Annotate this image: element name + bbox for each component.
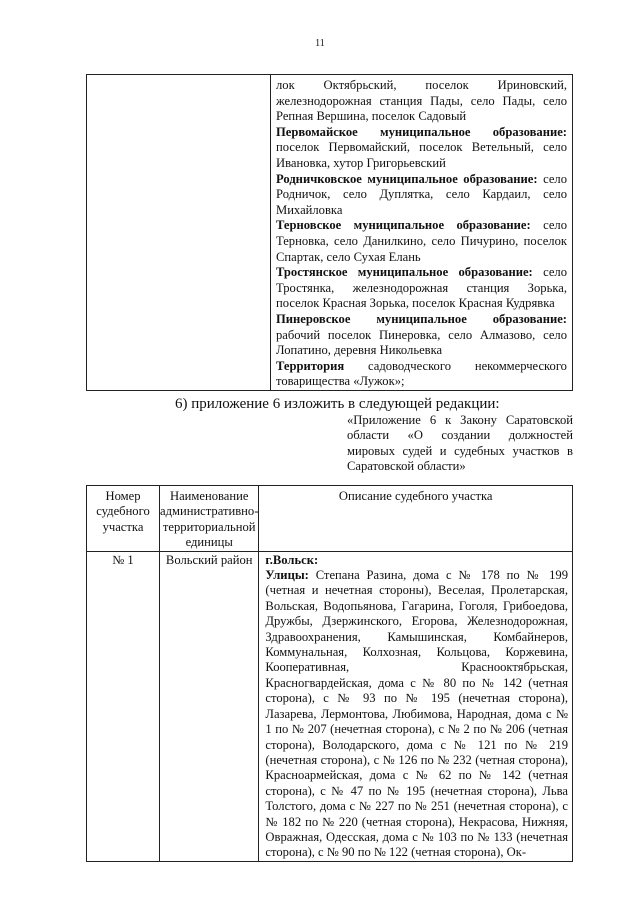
table-row <box>87 551 573 861</box>
settlements-cell <box>271 75 573 391</box>
entry-continuation: лок Октябрьский, поселок Ириновский, железнодорожная станция Пады, село Пады, село Репная Вершина, поселок Садовый <box>276 78 567 124</box>
court-districts-table <box>86 485 573 862</box>
entry-trostyanskoe: Тростянское муниципальное образование: село Тростянка, железнодорожная станция Зорька, поселок Красная Зорька, поселок Красная Кудрявка <box>276 265 567 311</box>
admin-unit-name: Вольский район <box>160 551 259 861</box>
header-district-number: Номер судебного участка <box>87 486 160 552</box>
city-name: г.Вольск: <box>265 552 319 567</box>
header-admin-unit: Наименование административно-территориальной единицы <box>160 486 259 552</box>
header-description: Описание судебного участка <box>259 486 573 552</box>
entry-ternovskoe: Терновское муниципальное образование: село Терновка, село Данилкино, село Пичурино, поселок Спартак, село Сухая Елань <box>276 218 567 264</box>
district-number: № 1 <box>87 551 160 861</box>
streets-list: Улицы: Степана Разина, дома с № 178 по № 199 (четная и нечетная стороны), Веселая, Пролетарская, Вольская, Водопьянова, Гагарина, Гоголя, Грибоедова, Дружбы, Дзержинского, Егорова, Железнодорожная, Здравоохранения, Камышинская, Комбайнеров, Коммунальная, Колхозная, Кольцова, Коржевина, Кооперативная, Краснооктябрьская, Красногвардейская, дома с № 80 по № 142 (четная сторона), с № 93 по № 195 (нечетная сторона), Лазарева, Лермонтова, Любимова, Народная, дома с № 1 по № 207 (нечетная сторона), с № 2 по № 206 (четная сторона), Володарского, дома с № 121 по № 219 (нечетная сторона), с № 126 по № 232 (четная сторона), Красноармейская, дома с № 62 по № 142 (четная сторона), с № 47 по № 195 (нечетная сторона), Льва Толстого, дома с № 227 по № 251 (нечетная сторона), с № 182 по № 220 (четная сторона), Некрасова, Нижняя, Овражная, Одесская, дома с № 103 по № 133 (нечетная сторона), с № 90 по № 122 (четная сторона), Ок- <box>265 568 568 860</box>
entry-pervomayskoe: Первомайское муниципальное образование: поселок Первомайский, поселок Ветельный, село Ивановка, хутор Григорьевский <box>276 124 567 170</box>
entry-territory: Территория садоводческого некоммерческого товарищества «Лужок»; <box>276 358 567 389</box>
item-6-heading: 6) приложение 6 изложить в следующей редакции: <box>175 396 500 412</box>
district-description <box>259 551 573 861</box>
settlements-table-continued <box>86 74 573 391</box>
entry-pinerovskoe: Пинеровское муниципальное образование: рабочий поселок Пинеровка, село Алмазово, село Лопатино, деревня Никольевка <box>276 311 567 358</box>
appendix-reference: «Приложение 6 к Закону Саратовской области «О создании должностей мировых судей и судебных участков в Саратовской области» <box>347 413 573 473</box>
page-number: 11 <box>315 38 325 49</box>
empty-cell <box>87 75 271 391</box>
entry-rodnichkovskoe: Родничковское муниципальное образование: село Родничок, село Дуплятка, село Кардаил, село Михайловка <box>276 171 567 217</box>
